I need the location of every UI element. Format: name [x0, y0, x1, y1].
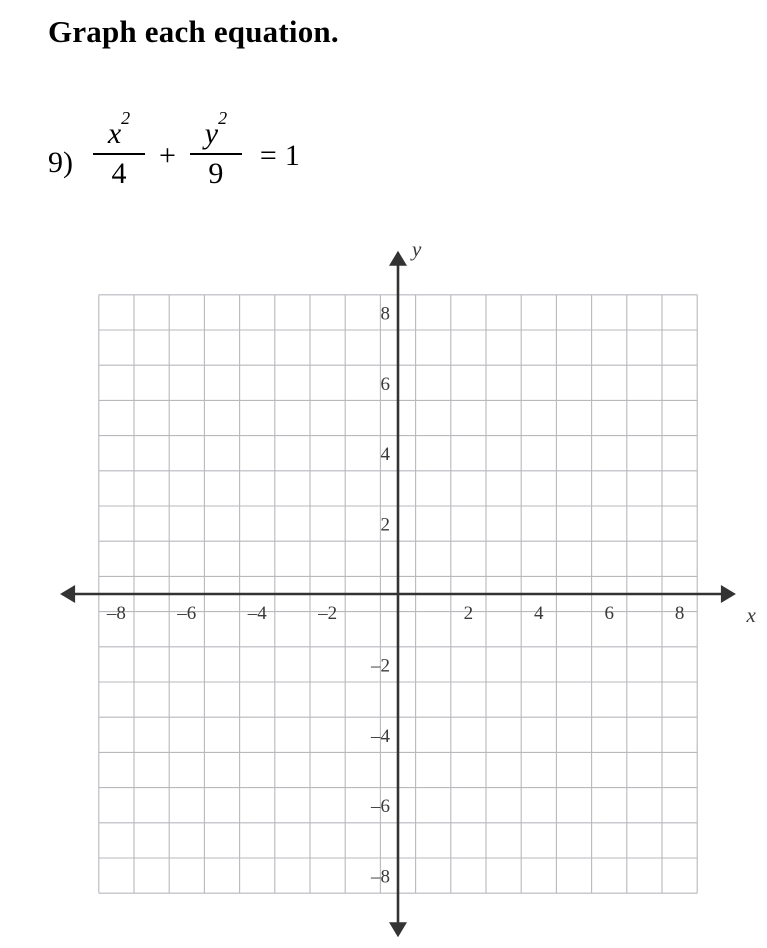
- fraction-denominator: 9: [208, 156, 224, 190]
- x-tick-label: 2: [463, 603, 474, 624]
- page-title: Graph each equation.: [48, 14, 339, 49]
- y-tick-label: 4: [380, 444, 390, 466]
- x-tick-label: 4: [534, 603, 544, 624]
- x-tick-label: 6: [604, 603, 614, 624]
- arrow-right-icon: [721, 585, 736, 603]
- x-tick-label: –6: [177, 603, 197, 624]
- arrow-left-icon: [60, 585, 75, 603]
- axis-names: [410, 237, 756, 627]
- fraction-bar: [190, 153, 242, 155]
- fraction-denominator: 4: [111, 156, 127, 190]
- equation-right-side: 1: [284, 138, 300, 172]
- coordinate-grid: [40, 237, 756, 932]
- variable-y: y: [204, 117, 219, 150]
- x-tick-label: 8: [674, 603, 685, 624]
- y-tick-label: –8: [371, 866, 390, 888]
- x-tick-label: –4: [247, 603, 267, 624]
- axes: [60, 251, 736, 937]
- exponent-2: 2: [121, 108, 131, 128]
- exponent-2: 2: [218, 108, 228, 128]
- x-tick-label: –2: [318, 603, 338, 624]
- variable-x: x: [107, 117, 122, 150]
- y-tick-label: 8: [380, 303, 390, 325]
- arrow-up-icon: [389, 251, 407, 266]
- plus-operator: +: [159, 138, 176, 172]
- fraction-numerator: [195, 108, 237, 150]
- y-axis-label: y: [412, 237, 422, 262]
- y-tick-label: –6: [371, 796, 390, 818]
- x-axis-label: x: [746, 603, 756, 627]
- equals-sign: =: [259, 138, 277, 172]
- fraction-x-squared-over-4: [93, 108, 145, 190]
- graph-svg: [40, 237, 756, 932]
- problem-equation: [48, 108, 300, 190]
- y-tick-label: –2: [371, 655, 390, 677]
- y-tick-label: 6: [380, 373, 390, 395]
- fraction-bar: [93, 153, 145, 155]
- fraction-numerator: [98, 108, 140, 150]
- problem-number: 9): [48, 145, 73, 179]
- fraction-y-squared-over-9: [190, 108, 242, 190]
- arrow-down-icon: [389, 922, 407, 937]
- y-tick-label: 2: [380, 514, 390, 536]
- y-tick-label: –4: [371, 725, 390, 747]
- tick-labels: [106, 303, 684, 887]
- x-tick-label: –8: [106, 603, 126, 624]
